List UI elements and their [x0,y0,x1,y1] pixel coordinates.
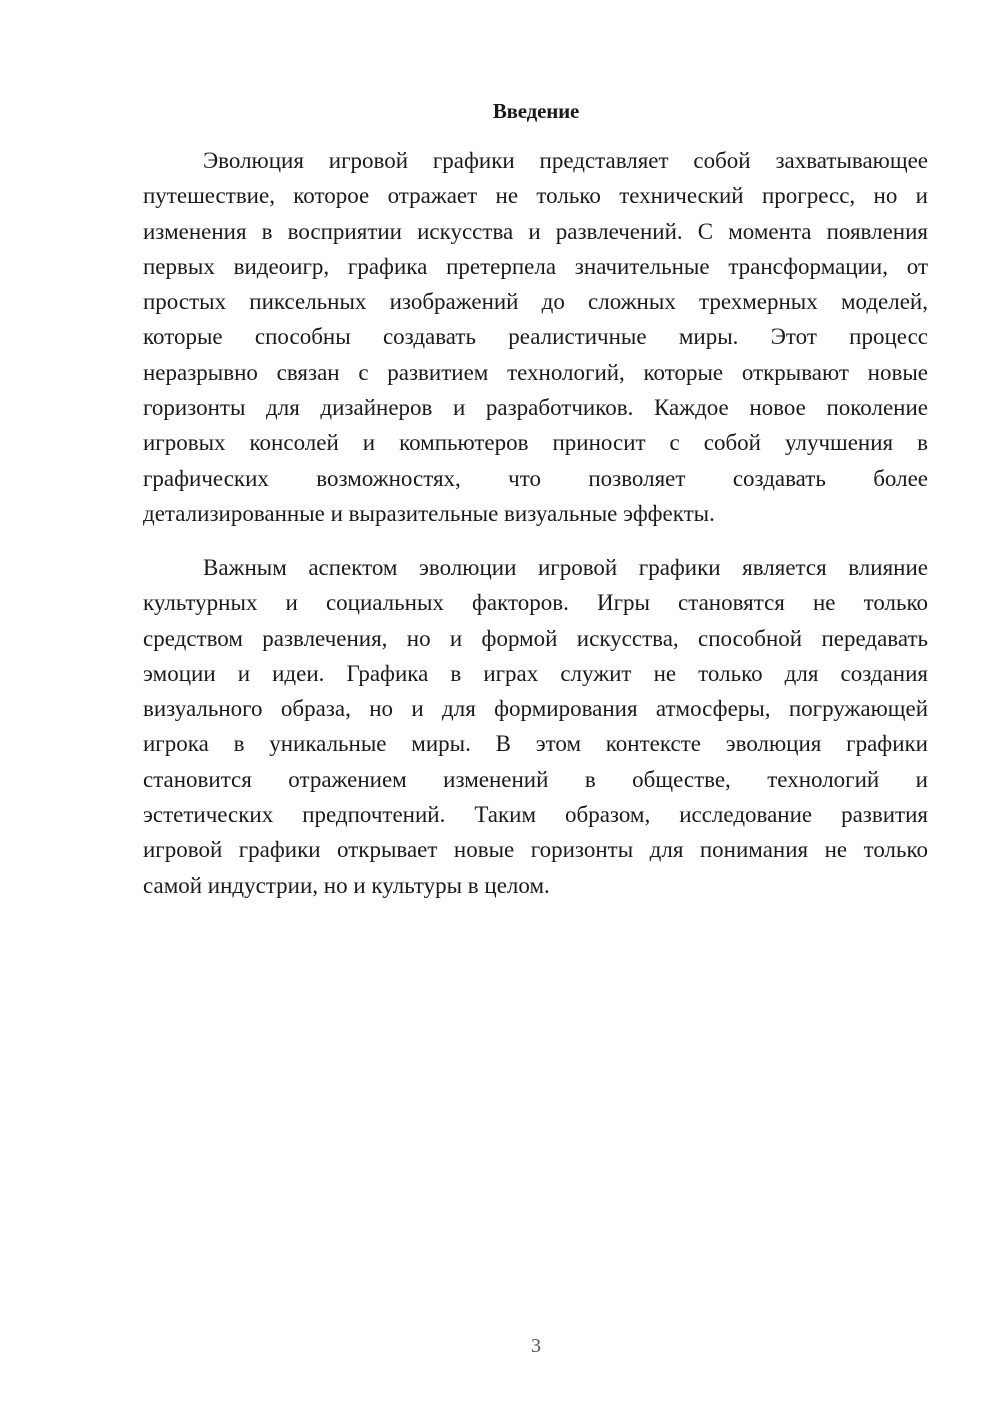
text-line: горизонты для дизайнеров и разработчиков. Каждое новое поколение [143,395,928,421]
section-title: Введение [492,99,580,123]
text-line: неразрывно связан с развитием технологий, которые открывают новые [143,359,928,385]
text-line: эмоции и идеи. Графика в играх служит не только для создания [143,660,928,686]
text-line: простых пиксельных изображений до сложных трехмерных моделей, [143,289,928,315]
text-line: графических возможностях, что позволяет создавать более [143,465,928,491]
text-line: самой индустрии, но и культуры в целом. [143,872,550,898]
text-line: детализированные и выразительные визуальные эффекты. [143,500,715,526]
text-line: средством развлечения, но и формой искусства, способной передавать [143,625,928,651]
text-line: путешествие, которое отражает не только технический прогресс, но и [143,183,928,209]
paragraph-2 [143,550,928,903]
text-line: которые способны создавать реалистичные миры. Этот процесс [143,324,928,350]
text-line: визуального образа, но и для формирования атмосферы, погружающей [143,696,928,722]
page-number: 3 [531,1335,541,1357]
text-line: становится отражением изменений в обществе, технологий и [143,766,928,792]
text-line: Важным аспектом эволюции игровой графики является влияние [203,555,928,580]
text-line: игровой графики открывает новые горизонты для понимания не только [143,837,928,863]
text-line: Эволюция игровой графики представляет собой захватывающее [203,148,928,173]
paragraph-1 [143,143,928,531]
text-line: эстетических предпочтений. Таким образом, исследование развития [143,802,928,828]
text-line: первых видеоигр, графика претерпела значительные трансформации, от [143,253,928,279]
text-line: игровых консолей и компьютеров приносит с собой улучшения в [143,430,928,456]
text-line: культурных и социальных факторов. Игры становятся не только [143,590,928,616]
text-line: изменения в восприятии искусства и развлечений. С момента появления [143,218,928,244]
text-line: игрока в уникальные миры. В этом контексте эволюция графики [143,731,928,757]
